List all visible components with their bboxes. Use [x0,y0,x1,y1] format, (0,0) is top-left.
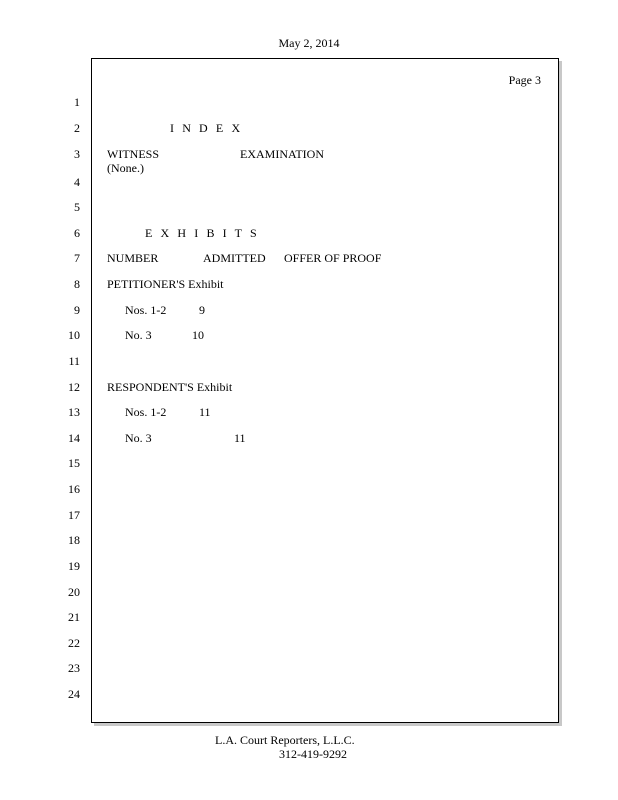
exhibits-title: E X H I B I T S [145,226,260,240]
exhibit-number: No. 3 [125,328,152,342]
line-number: 6 [74,226,80,240]
line-number: 2 [74,121,80,135]
line-number: 3 [74,147,80,161]
exhibit-number: Nos. 1-2 [125,405,167,419]
line-number: 23 [68,661,80,675]
line-number: 5 [74,200,80,214]
line-number: 17 [68,508,80,522]
exhibit-admitted-page: 11 [199,405,211,419]
index-none: (None.) [107,161,144,175]
line-number: 24 [68,687,80,701]
line-number: 4 [74,175,80,189]
line-number: 14 [68,431,80,445]
line-number: 21 [68,610,80,624]
petitioner-heading: PETITIONER'S Exhibit [107,277,224,291]
exhibit-admitted-page: 9 [199,303,205,317]
line-number: 10 [68,328,80,342]
line-number: 20 [68,585,80,599]
index-col-witness: WITNESS [107,147,159,161]
line-number: 9 [74,303,80,317]
line-number: 11 [68,354,80,368]
line-number: 19 [68,559,80,573]
line-number: 1 [74,95,80,109]
exhibit-number: Nos. 1-2 [125,303,167,317]
line-number: 8 [74,277,80,291]
line-number: 18 [68,533,80,547]
line-number: 15 [68,456,80,470]
index-col-examination: EXAMINATION [240,147,324,161]
footer-phone: 312-419-9292 [279,747,347,761]
exhibits-col-offer: OFFER OF PROOF [284,251,382,265]
respondent-heading: RESPONDENT'S Exhibit [107,380,233,394]
line-number: 22 [68,636,80,650]
exhibit-number: No. 3 [125,431,152,445]
exhibit-admitted-page: 10 [192,328,204,342]
exhibit-admitted-page: 11 [234,431,246,445]
exhibits-col-number: NUMBER [107,251,159,265]
line-number: 16 [68,482,80,496]
line-number: 7 [74,251,80,265]
page-number: Page 3 [508,73,541,87]
line-number: 13 [68,405,80,419]
index-title: I N D E X [170,121,243,135]
line-number: 12 [68,380,80,394]
footer-company: L.A. Court Reporters, L.L.C. [215,733,355,747]
header-date: May 2, 2014 [278,36,340,50]
exhibits-col-admitted: ADMITTED [203,251,266,265]
